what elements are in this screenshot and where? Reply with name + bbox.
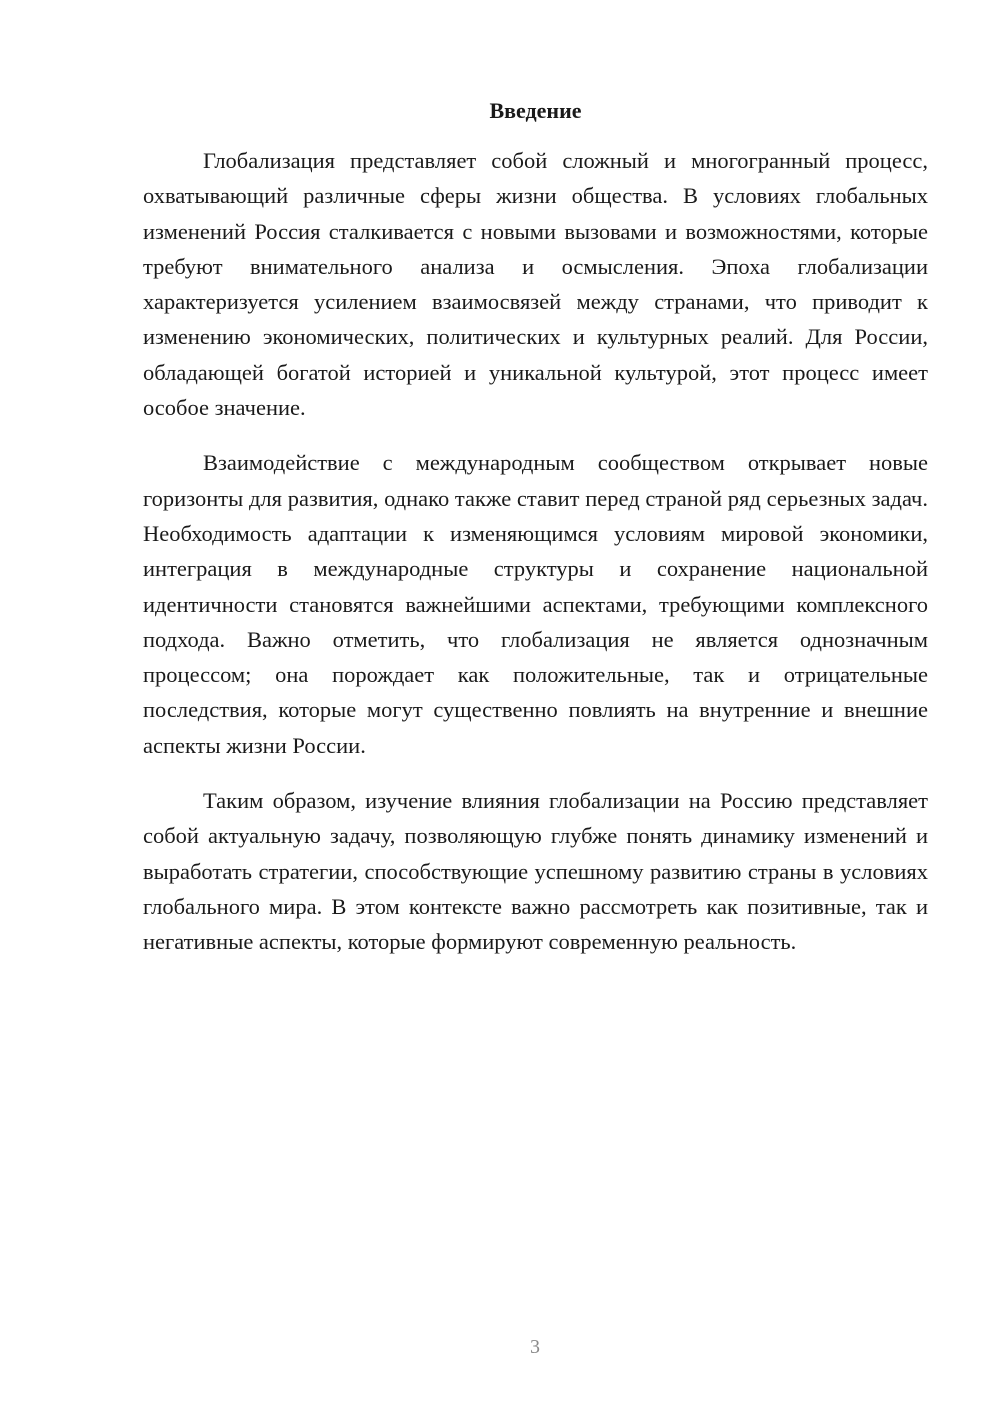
section-heading: Введение	[489, 98, 582, 123]
paragraph-3: Таким образом, изучение влияния глобализации на Россию представляет собой актуальную задачу, позволяющую глубже понять динамику изменений и выработать стратегии, способствующие успешному развитию страны в условиях глобального мира. В этом контексте важно рассмотреть как позитивные, так и негативные аспекты, которые формируют современную реальность.	[143, 788, 928, 955]
paragraph-1: Глобализация представляет собой сложный и многогранный процесс, охватывающий различные сферы жизни общества. В условиях глобальных изменений Россия сталкивается с новыми вызовами и возможностями, которые требуют внимательного анализа и осмысления. Эпоха глобализации характеризуется усилением взаимосвязей между странами, что приводит к изменению экономических, политических и культурных реалий. Для России, обладающей богатой историей и уникальной культурой, этот процесс имеет особое значение.	[143, 148, 928, 421]
paragraph-2: Взаимодействие с международным сообществом открывает новые горизонты для развития, однако также ставит перед страной ряд серьезных задач. Необходимость адаптации к изменяющимся условиям мировой экономики, интеграция в международные структуры и сохранение национальной идентичности становятся важнейшими аспектами, требующими комплексного подхода. Важно отметить, что глобализация не является однозначным процессом; она порождает как положительные, так и отрицательные последствия, которые могут существенно повлиять на внутренние и внешние аспекты жизни России.	[143, 450, 928, 758]
page-content	[143, 95, 928, 980]
page-number: 3	[530, 1336, 540, 1358]
